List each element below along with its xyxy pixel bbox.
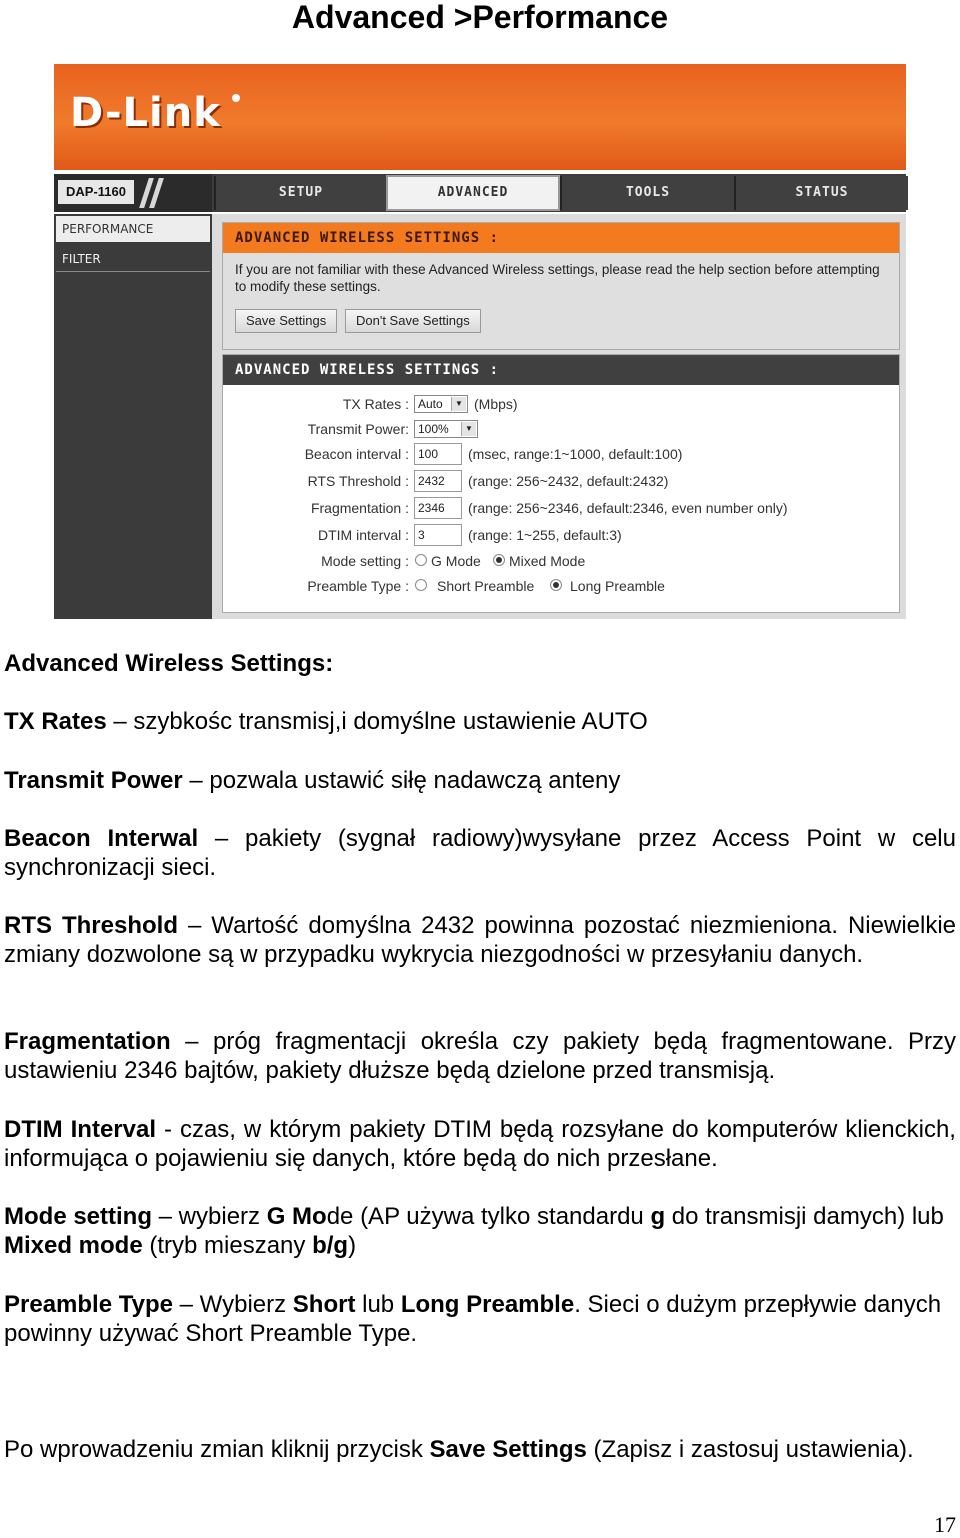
text: (Zapisz i zastosuj ustawienia). — [586, 1436, 914, 1463]
mode-row — [223, 549, 899, 573]
text: . Sieci o dużym przepływie danych powinny używać Short Preamble Type. — [4, 1291, 942, 1347]
mode-label: Mode setting : — [321, 553, 409, 569]
text: lub — [355, 1291, 401, 1318]
transmit-power-label: Transmit Power: — [307, 421, 409, 437]
dont-save-settings-button[interactable]: Don't Save Settings — [345, 309, 481, 333]
beacon-row — [223, 442, 899, 466]
text: do transmisji damych) lub — [665, 1203, 944, 1230]
settings-box-title: ADVANCED WIRELESS SETTINGS : — [223, 355, 899, 385]
tab-tools[interactable]: TOOLS — [560, 176, 734, 210]
frag-row — [223, 496, 899, 520]
term: Transmit Power — [4, 767, 183, 794]
preamble-short-label: Short Preamble — [437, 578, 535, 594]
save-settings-button[interactable]: Save Settings — [235, 309, 337, 333]
tx-rates-unit: (Mbps) — [474, 396, 518, 412]
mode-mixed-label: Mixed Mode — [509, 553, 586, 569]
page-title: Advanced >Performance — [291, 0, 669, 35]
description: – Wartość domyślna 2432 powinna pozostać niezmieniona. Niewielkie zmiany dozwolone są w przypadku wykrycia niezgodności w przesyłaniu danych. — [4, 912, 957, 968]
logo-dot-icon — [232, 94, 240, 102]
beacon-input[interactable]: 100 — [414, 443, 462, 465]
page-number: 17 — [934, 1512, 956, 1537]
tx-rates-select[interactable] — [414, 395, 468, 413]
beacon-paragraph — [4, 824, 956, 882]
term: Beacon Interwal — [4, 825, 199, 852]
settings-box — [222, 354, 900, 613]
text: – Wybierz — [172, 1291, 293, 1318]
description: – szybkośc transmisj,i domyślne ustawienie AUTO — [106, 708, 648, 735]
transmit-power-select[interactable] — [414, 420, 478, 438]
preamble-long-label: Long Preamble — [570, 578, 665, 594]
tx-rates-row — [223, 392, 899, 416]
fragmentation-paragraph — [4, 1027, 956, 1085]
save-paragraph — [4, 1435, 956, 1464]
mode-g-label: G Mode — [431, 553, 481, 569]
term: RTS Threshold — [4, 912, 178, 939]
mode-paragraph — [4, 1202, 956, 1260]
rts-row — [223, 469, 899, 493]
description: – próg fragmentacji określa czy pakiety będą fragmentowane. Przy ustawieniu 2346 bajtów, pakiety dłuższe będą dzielone przed transmisją. — [4, 1028, 956, 1084]
emph: Long Preamble — [400, 1291, 575, 1318]
preamble-short-radio[interactable] — [415, 579, 427, 591]
text: (tryb mieszany — [142, 1232, 313, 1259]
term: Preamble Type — [4, 1291, 173, 1318]
emph: Short — [292, 1291, 356, 1318]
dlink-logo: D-Link — [70, 90, 221, 136]
sidebar-item-performance[interactable]: PERFORMANCE — [56, 216, 210, 242]
chevron-down-icon: ▼ — [461, 422, 476, 436]
dlink-header — [54, 64, 906, 170]
dtim-input[interactable]: 3 — [414, 524, 462, 546]
mode-mixed-radio[interactable] — [493, 554, 505, 566]
beacon-label: Beacon interval : — [304, 446, 409, 462]
description: - czas, w którym pakiety DTIM będą rozsyłane do komputerów klienckich, informująca o pojawieniu się danych, które będą do nich przesłane. — [4, 1116, 956, 1172]
model-badge — [54, 174, 212, 212]
description: – pozwala ustawić siłę nadawczą anteny — [182, 767, 621, 794]
frag-hint: (range: 256~2346, default:2346, even number only) — [468, 500, 788, 516]
heading-text: Advanced Wireless Settings: — [4, 650, 334, 677]
intro-box — [222, 222, 900, 350]
dtim-label: DTIM interval : — [317, 527, 409, 543]
settings-content — [212, 214, 906, 619]
emph: g — [650, 1203, 666, 1230]
chevron-down-icon: ▼ — [451, 397, 466, 411]
dtim-row — [223, 523, 899, 547]
preamble-paragraph — [4, 1290, 956, 1348]
emph: G Mo — [266, 1203, 327, 1230]
rts-input[interactable]: 2432 — [414, 470, 462, 492]
frag-label: Fragmentation : — [310, 500, 409, 516]
intro-box-text: If you are not familiar with these Advanced Wireless settings, please read the help section before attempting to modify these settings. — [235, 262, 880, 294]
text: ) — [348, 1232, 357, 1259]
transmit-power-paragraph — [4, 766, 956, 795]
transmit-power-row — [223, 417, 899, 441]
intro-box-title: ADVANCED WIRELESS SETTINGS : — [223, 223, 899, 253]
mode-g-radio[interactable] — [415, 554, 427, 566]
term: DTIM Interval — [4, 1116, 156, 1143]
emph: Mixed mode — [4, 1232, 143, 1259]
dtim-paragraph — [4, 1115, 956, 1173]
transmit-power-value: 100% — [418, 422, 449, 436]
preamble-long-radio[interactable] — [550, 579, 562, 591]
model-name: DAP-1160 — [58, 180, 134, 204]
tx-rates-value: Auto — [418, 397, 443, 411]
term: Fragmentation — [4, 1028, 171, 1055]
frag-input[interactable]: 2346 — [414, 497, 462, 519]
text: – wybierz — [152, 1203, 267, 1230]
term: Mode setting — [4, 1203, 152, 1230]
emph: Save Settings — [429, 1436, 587, 1463]
dtim-hint: (range: 1~255, default:3) — [468, 527, 622, 543]
rts-label: RTS Threshold : — [307, 473, 409, 489]
term: TX Rates — [4, 708, 107, 735]
description: – pakiety (sygnał radiowy)wysyłane przez Access Point w celu synchronizacji sieci. — [4, 825, 956, 881]
tab-status[interactable]: STATUS — [734, 176, 908, 210]
emph: b/g — [312, 1232, 349, 1259]
preamble-row — [223, 574, 899, 598]
tab-advanced[interactable]: ADVANCED — [386, 175, 560, 211]
sidebar-item-filter[interactable]: FILTER — [56, 246, 210, 272]
text: Po wprowadzeniu zmian kliknij przycisk — [4, 1436, 430, 1463]
top-nav — [54, 174, 906, 212]
preamble-label: Preamble Type : — [307, 578, 409, 594]
tx-rates-label: TX Rates : — [342, 396, 409, 412]
sidebar — [54, 214, 212, 619]
text: de (AP używa tylko standardu — [326, 1203, 651, 1230]
section-heading — [4, 649, 956, 678]
rts-paragraph — [4, 911, 956, 969]
rts-hint: (range: 256~2432, default:2432) — [468, 473, 669, 489]
router-screenshot — [54, 64, 906, 619]
tab-setup[interactable]: SETUP — [214, 176, 386, 210]
tx-rates-paragraph — [4, 707, 956, 736]
beacon-hint: (msec, range:1~1000, default:100) — [468, 446, 683, 462]
